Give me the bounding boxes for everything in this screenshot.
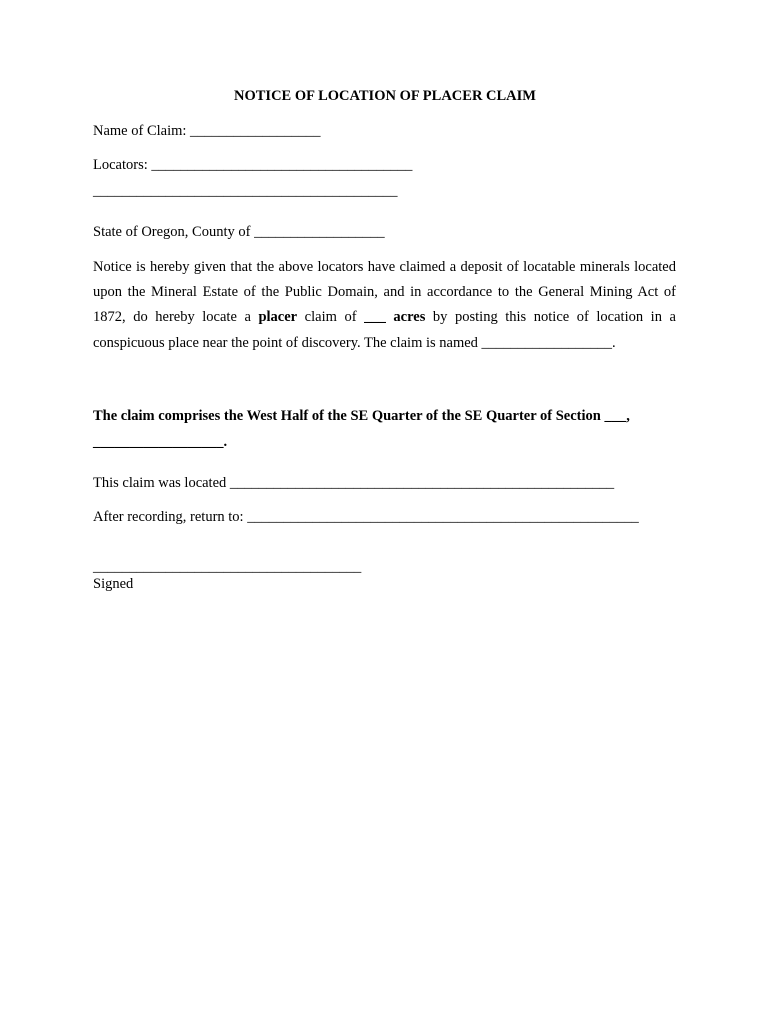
state-county-field: State of Oregon, County of __________________ (93, 224, 385, 240)
claim-located-field: This claim was located _____________________________________________________ (93, 475, 615, 491)
notice-acres-bold: ___ acres (364, 309, 426, 326)
notice-placer-bold: placer (258, 309, 298, 326)
notice-paragraph (93, 255, 676, 356)
notice-text-part-1: Notice is hereby given that the above locators have claimed a deposit of locatable minerals located upon the Mineral Estate of the Public Domain, and in accordance to the General Mining Act of 1872, do hereby locate a (93, 259, 676, 326)
notice-text-part-3: by posting this notice of location in a conspicuous place near the point of discovery. The claim is named __________________. (93, 309, 676, 351)
claim-comprises-line-1: The claim comprises the West Half of the SE Quarter of the SE Quarter of Section ___, (93, 408, 630, 424)
name-of-claim-field: Name of Claim: __________________ (93, 123, 321, 139)
return-to-field: After recording, return to: ______________________________________________________ (93, 509, 639, 525)
notice-text-part-2: claim of (297, 309, 365, 326)
locators-field-line-2: __________________________________________ (93, 183, 398, 199)
signed-label: Signed (93, 576, 134, 592)
claim-comprises-line-2: __________________. (93, 434, 228, 450)
locators-field-line-1: Locators: ____________________________________ (93, 157, 413, 173)
document-title: NOTICE OF LOCATION OF PLACER CLAIM (234, 88, 536, 104)
signature-line: _____________________________________ (93, 559, 362, 575)
